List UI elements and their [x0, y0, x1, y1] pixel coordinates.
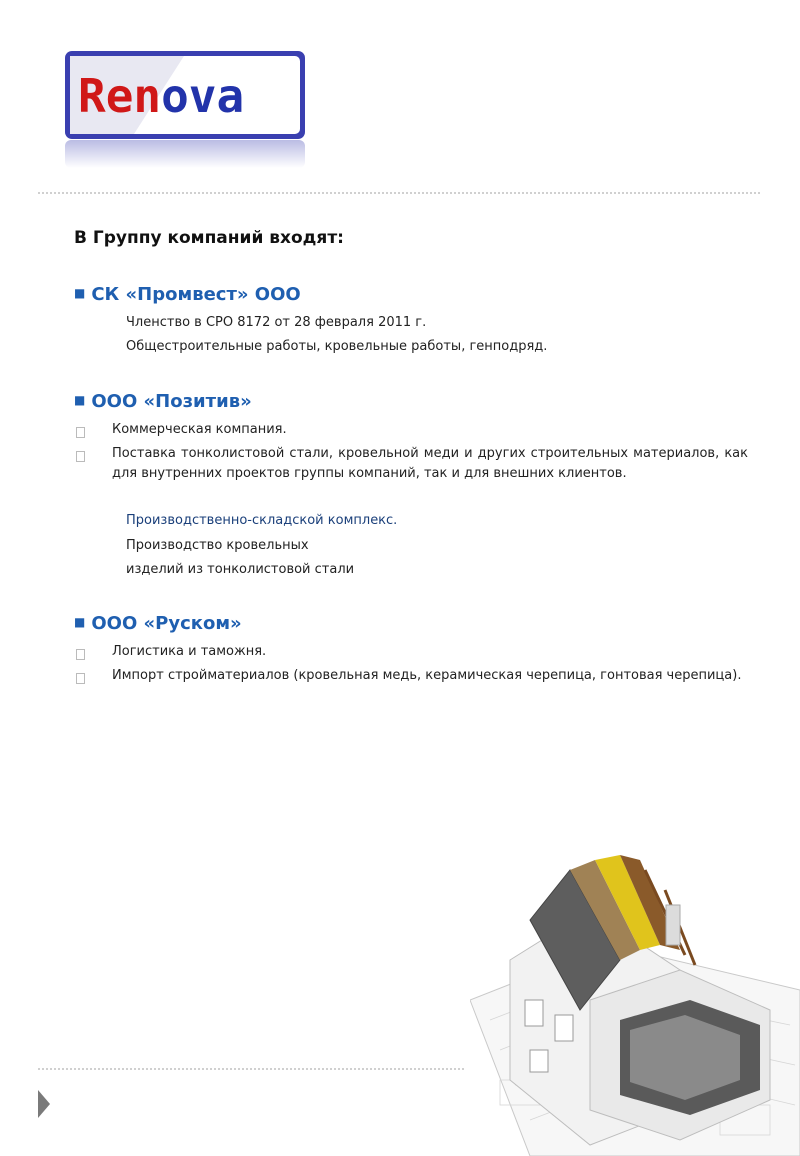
pozitiv-bullet-1: Коммерческая компания.: [112, 422, 287, 437]
bullet-icon: [76, 427, 85, 438]
top-divider: [38, 192, 760, 194]
ruskom-bullet-2: Импорт стройматериалов (кровельная медь, керамическая черепица, гонтовая черепица).: [112, 668, 742, 683]
company-promvest: [74, 284, 301, 305]
svg-text:Renova: Renova: [78, 69, 245, 123]
ruskom-bullet-1: Логистика и таможня.: [112, 644, 267, 659]
bottom-divider: [38, 1068, 464, 1070]
logo-reflection: [64, 140, 306, 168]
company-pozitiv: [74, 391, 252, 412]
company-ruskom: [74, 613, 242, 634]
bullet-icon: [76, 649, 85, 660]
company-name: ООО «Руском»: [91, 613, 242, 634]
section-heading: В Группу компаний входят:: [74, 228, 344, 248]
square-bullet-icon: ■: [74, 286, 86, 300]
pozitiv-line-3: изделий из тонколистовой стали: [126, 562, 355, 577]
company-name: СК «Промвест» ООО: [91, 284, 301, 305]
promvest-line-2: Общестроительные работы, кровельные работы, генподряд.: [126, 339, 548, 354]
renova-logo: [64, 50, 306, 140]
pozitiv-bullet-2: Поставка тонколистовой стали, кровельной меди и других строительных материалов, как для внутренних проектов группы компаний, так и для внешних клиентов.: [112, 446, 748, 481]
bullet-icon: [76, 451, 85, 462]
company-name: ООО «Позитив»: [91, 391, 252, 412]
pozitiv-line-1: Производственно-складской комплекс.: [126, 513, 398, 528]
square-bullet-icon: ■: [74, 615, 86, 629]
promvest-line-1: Членство в СРО 8172 от 28 февраля 2011 г.: [126, 315, 427, 330]
play-arrow-icon: [38, 1090, 50, 1118]
bullet-icon: [76, 673, 85, 684]
square-bullet-icon: ■: [74, 393, 86, 407]
house-illustration: [470, 850, 800, 1156]
pozitiv-line-2: Производство кровельных: [126, 538, 309, 553]
